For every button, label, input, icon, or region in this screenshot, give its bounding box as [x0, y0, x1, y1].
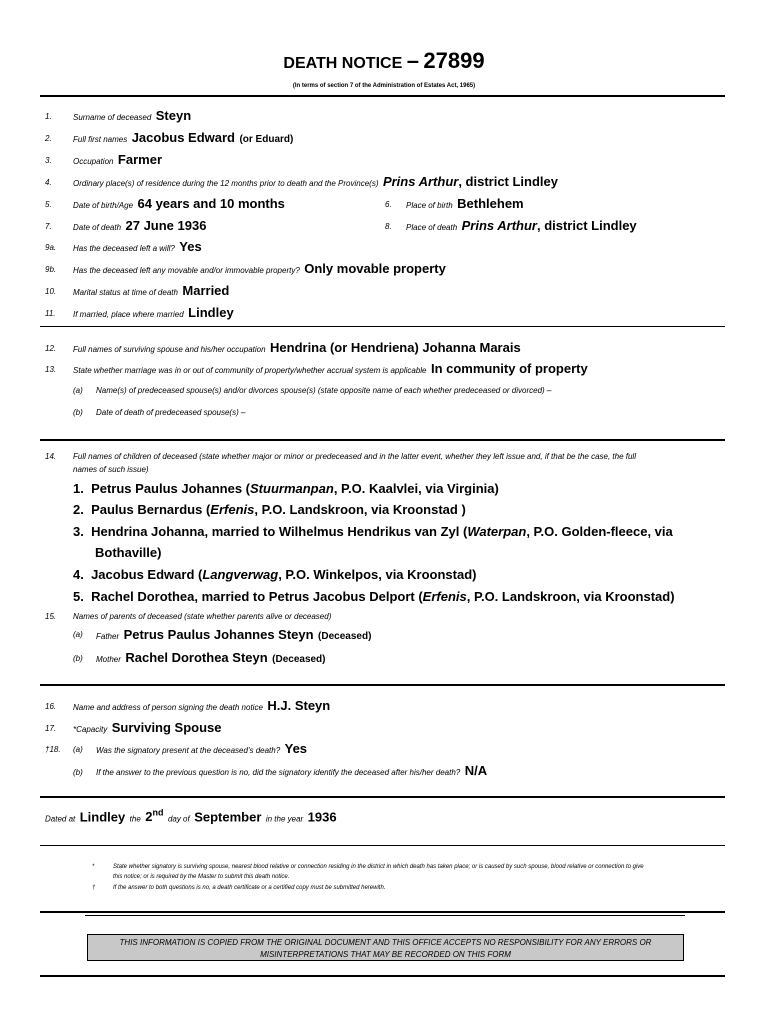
footnote-star-text-1: State whether signatory is surviving spouse, nearest blood relative or connection residing in the district in which death has taken place; or is caused by such spouse, blood relative or connection to give	[113, 864, 644, 870]
field-value: Steyn	[155, 108, 192, 123]
child-farm: Erfenis	[422, 589, 467, 604]
field-label: Marital status at time of death	[73, 288, 178, 297]
field-num-18a: (a)	[73, 745, 83, 754]
dated-label-dayof: day of	[167, 814, 190, 824]
field-label: State whether marriage was in or out of community of property/whether accrual system is applicable	[73, 366, 427, 375]
child-name: Jacobus Edward (	[91, 567, 203, 582]
field-label: Mother	[96, 655, 121, 664]
field-num-2: 2.	[45, 134, 52, 143]
field-will	[73, 238, 202, 256]
child-name: Rachel Dorothea, married to Petrus Jacobus Delport (	[91, 589, 423, 604]
field-label: Was the signatory present at the deceased's death?	[96, 746, 281, 755]
dated-label-the: the	[129, 814, 141, 824]
field-num-18b: (b)	[73, 768, 83, 777]
field-value-extra: (Deceased)	[318, 631, 372, 642]
field-value: Petrus Paulus Johannes Steyn	[123, 627, 314, 642]
field-place-of-birth	[406, 195, 524, 213]
field-label: Place of death	[406, 223, 458, 232]
field-signatory-present	[96, 740, 307, 758]
field-num-18: †18.	[45, 745, 61, 754]
field-children-label-2: names of such issue)	[73, 465, 149, 474]
dated-place: Lindley	[79, 809, 126, 825]
field-label: If the answer to the previous question is no, did the signatory identify the deceased after his/her death?	[96, 768, 461, 777]
divider-1	[40, 326, 725, 327]
child-number: 4.	[73, 567, 84, 582]
field-num-7: 7.	[45, 222, 52, 231]
child-name: Petrus Paulus Johannes (	[91, 481, 251, 496]
field-value: In community of property	[430, 361, 588, 376]
field-children-label-1: Full names of children of deceased (state whether major or minor or predeceased and in the latter event, whether they left issue and, if that be the case, the full	[73, 452, 636, 461]
field-community-property	[73, 360, 588, 378]
field-label: Place of birth	[406, 201, 453, 210]
disclaimer-line-1: THIS INFORMATION IS COPIED FROM THE ORIGINAL DOCUMENT AND THIS OFFICE ACCEPTS NO RESPONSIBILITY FOR ANY ERRORS OR	[119, 938, 652, 947]
field-surname	[73, 107, 191, 125]
field-place-of-death	[406, 217, 637, 235]
footnote-star-text-2: this notice; or is required by the Master to submit this death notice.	[113, 874, 290, 880]
field-value-italic: Prins Arthur	[461, 218, 537, 233]
field-num-8: 8.	[385, 222, 392, 231]
field-num-10: 10.	[45, 287, 57, 296]
field-num-3: 3.	[45, 156, 52, 165]
field-value: Bethlehem	[457, 196, 524, 211]
field-num-14: 14.	[45, 452, 57, 461]
field-value: H.J. Steyn	[267, 698, 331, 713]
field-num-12: 12.	[45, 344, 57, 353]
child-address: , P.O. Landskroon, via Kroonstad )	[254, 502, 466, 517]
field-label: Surname of deceased	[73, 113, 152, 122]
field-residence	[73, 173, 558, 191]
page-title	[0, 48, 768, 74]
field-num-5: 5.	[45, 200, 52, 209]
field-value: Surviving Spouse	[111, 720, 222, 735]
field-num-15: 15.	[45, 612, 57, 621]
field-date-of-birth	[73, 195, 285, 213]
child-farm: Waterpan	[467, 524, 527, 539]
field-property	[73, 260, 446, 278]
field-capacity	[73, 719, 222, 737]
dated-day: 2nd	[145, 808, 164, 825]
field-value-extra: (Deceased)	[272, 654, 326, 665]
notice-number: 27899	[423, 48, 485, 73]
field-label: Father	[96, 632, 120, 641]
title-dash: –	[406, 48, 419, 73]
divider-3	[40, 684, 725, 686]
field-value: Farmer	[117, 152, 162, 167]
footnote-star-mark: *	[92, 864, 95, 870]
field-label: Name and address of person signing the death notice	[73, 703, 263, 712]
child-name: Paulus Bernardus (	[91, 502, 211, 517]
field-value: Lindley	[188, 305, 234, 320]
divider-top	[40, 95, 725, 97]
child-number: 1.	[73, 481, 84, 496]
field-place-married	[73, 304, 234, 322]
field-num-9b: 9b.	[45, 265, 57, 274]
child-farm: Stuurmanpan	[250, 481, 334, 496]
field-value: Rachel Dorothea Steyn	[125, 650, 268, 665]
field-mother	[96, 649, 326, 667]
field-num-9a: 9a.	[45, 243, 57, 252]
child-address: , P.O. Kaalvlei, via Virginia)	[333, 481, 499, 496]
field-num-15a: (a)	[73, 630, 83, 639]
field-num-13: 13.	[45, 365, 57, 374]
title-text: DEATH NOTICE	[283, 55, 403, 72]
field-num-4: 4.	[45, 178, 52, 187]
child-address: , P.O. Winkelpos, via Kroonstad)	[278, 567, 477, 582]
child-name: Hendrina Johanna, married to Wilhelmus Hendrikus van Zyl (	[91, 524, 468, 539]
child-farm: Langverwag	[202, 567, 279, 582]
dated-year: 1936	[307, 809, 337, 825]
divider-7	[85, 915, 685, 916]
field-value-italic: Prins Arthur	[382, 174, 459, 189]
field-label: Occupation	[73, 157, 114, 166]
footnote-dagger-mark: †	[92, 885, 96, 891]
field-value: Yes	[284, 741, 308, 756]
field-predeceased-date: Date of death of predeceased spouse(s) –	[96, 408, 246, 417]
field-num-11: 11.	[45, 309, 56, 318]
field-label: If married, place where married	[73, 310, 184, 319]
field-label: Ordinary place(s) of residence during the 12 months prior to death and the Province(s)	[73, 179, 379, 188]
field-father	[96, 626, 371, 644]
child-item-3-cont: Bothaville)	[95, 545, 162, 560]
field-label: Full first names	[73, 135, 128, 144]
child-number: 5.	[73, 589, 84, 604]
field-num-17: 17.	[45, 724, 57, 733]
child-address: , P.O. Landskroon, via Kroonstad)	[466, 589, 675, 604]
field-value: 27 June 1936	[125, 218, 207, 233]
field-num-16: 16.	[45, 702, 57, 711]
field-label: Date of death	[73, 223, 122, 232]
child-farm: Erfenis	[210, 502, 255, 517]
field-value: N/A	[464, 763, 488, 778]
divider-4	[40, 796, 725, 798]
field-label: *Capacity	[73, 725, 108, 734]
field-num-6: 6.	[385, 200, 392, 209]
dated-month: September	[194, 809, 262, 825]
field-label: Has the deceased left a will?	[73, 244, 175, 253]
field-value: , district Lindley	[458, 174, 558, 189]
disclaimer-box	[87, 934, 684, 961]
subtitle: (In terms of section 7 of the Administration of Estates Act, 1965)	[292, 83, 476, 89]
divider-5	[40, 845, 725, 846]
divider-6	[40, 911, 725, 913]
child-number: 2.	[73, 502, 84, 517]
field-label: Date of birth/Age	[73, 201, 134, 210]
child-item-2	[73, 502, 466, 517]
child-item-5	[73, 589, 675, 604]
field-label: Full names of surviving spouse and his/her occupation	[73, 345, 266, 354]
field-occupation	[73, 151, 162, 169]
disclaimer-line-2: MISINTERPRETATIONS THAT MAY BE RECORDED ON THIS FORM	[260, 950, 511, 959]
field-surviving-spouse	[73, 339, 521, 357]
field-value: Yes	[179, 239, 202, 254]
dated-label: Dated at	[45, 814, 76, 824]
child-address: , P.O. Golden-fleece, via	[526, 524, 673, 539]
dated-line	[45, 808, 337, 826]
footnote-dagger-text: If the answer to both questions is no, a death certificate or a certified copy must be submitted herewith.	[113, 885, 386, 891]
field-num-1: 1.	[45, 112, 52, 121]
field-num-15b: (b)	[73, 654, 83, 663]
child-item-3	[73, 524, 673, 539]
field-value: Hendrina (or Hendriena) Johanna Marais	[270, 340, 521, 355]
dated-label-year: in the year	[265, 814, 304, 824]
field-value: 64 years and 10 months	[137, 196, 285, 211]
dated-day-suffix: nd	[152, 808, 164, 818]
field-signatory-identify	[96, 762, 487, 780]
child-item-1	[73, 481, 499, 496]
field-label: Has the deceased left any movable and/or immovable property?	[73, 266, 300, 275]
field-date-of-death	[73, 217, 206, 235]
divider-bottom	[40, 975, 725, 977]
field-value: Only movable property	[304, 261, 446, 276]
divider-2	[40, 439, 725, 441]
field-value: , district Lindley	[536, 218, 637, 233]
field-num-13b: (b)	[73, 408, 83, 417]
field-marital-status	[73, 282, 229, 300]
field-value: Married	[182, 283, 230, 298]
child-item-4	[73, 567, 476, 582]
field-num-13a: (a)	[73, 386, 83, 395]
field-first-names	[73, 129, 293, 147]
child-number: 3.	[73, 524, 84, 539]
field-signatory	[73, 697, 330, 715]
field-value-extra: (or Eduard)	[239, 134, 294, 145]
field-predeceased-spouses: Name(s) of predeceased spouse(s) and/or divorces spouse(s) (state opposite name of each whether predeceased or divorced) –	[96, 386, 552, 395]
field-value: Jacobus Edward	[131, 130, 235, 145]
field-parents-label: Names of parents of deceased (state whether parents alive or deceased)	[73, 612, 332, 621]
